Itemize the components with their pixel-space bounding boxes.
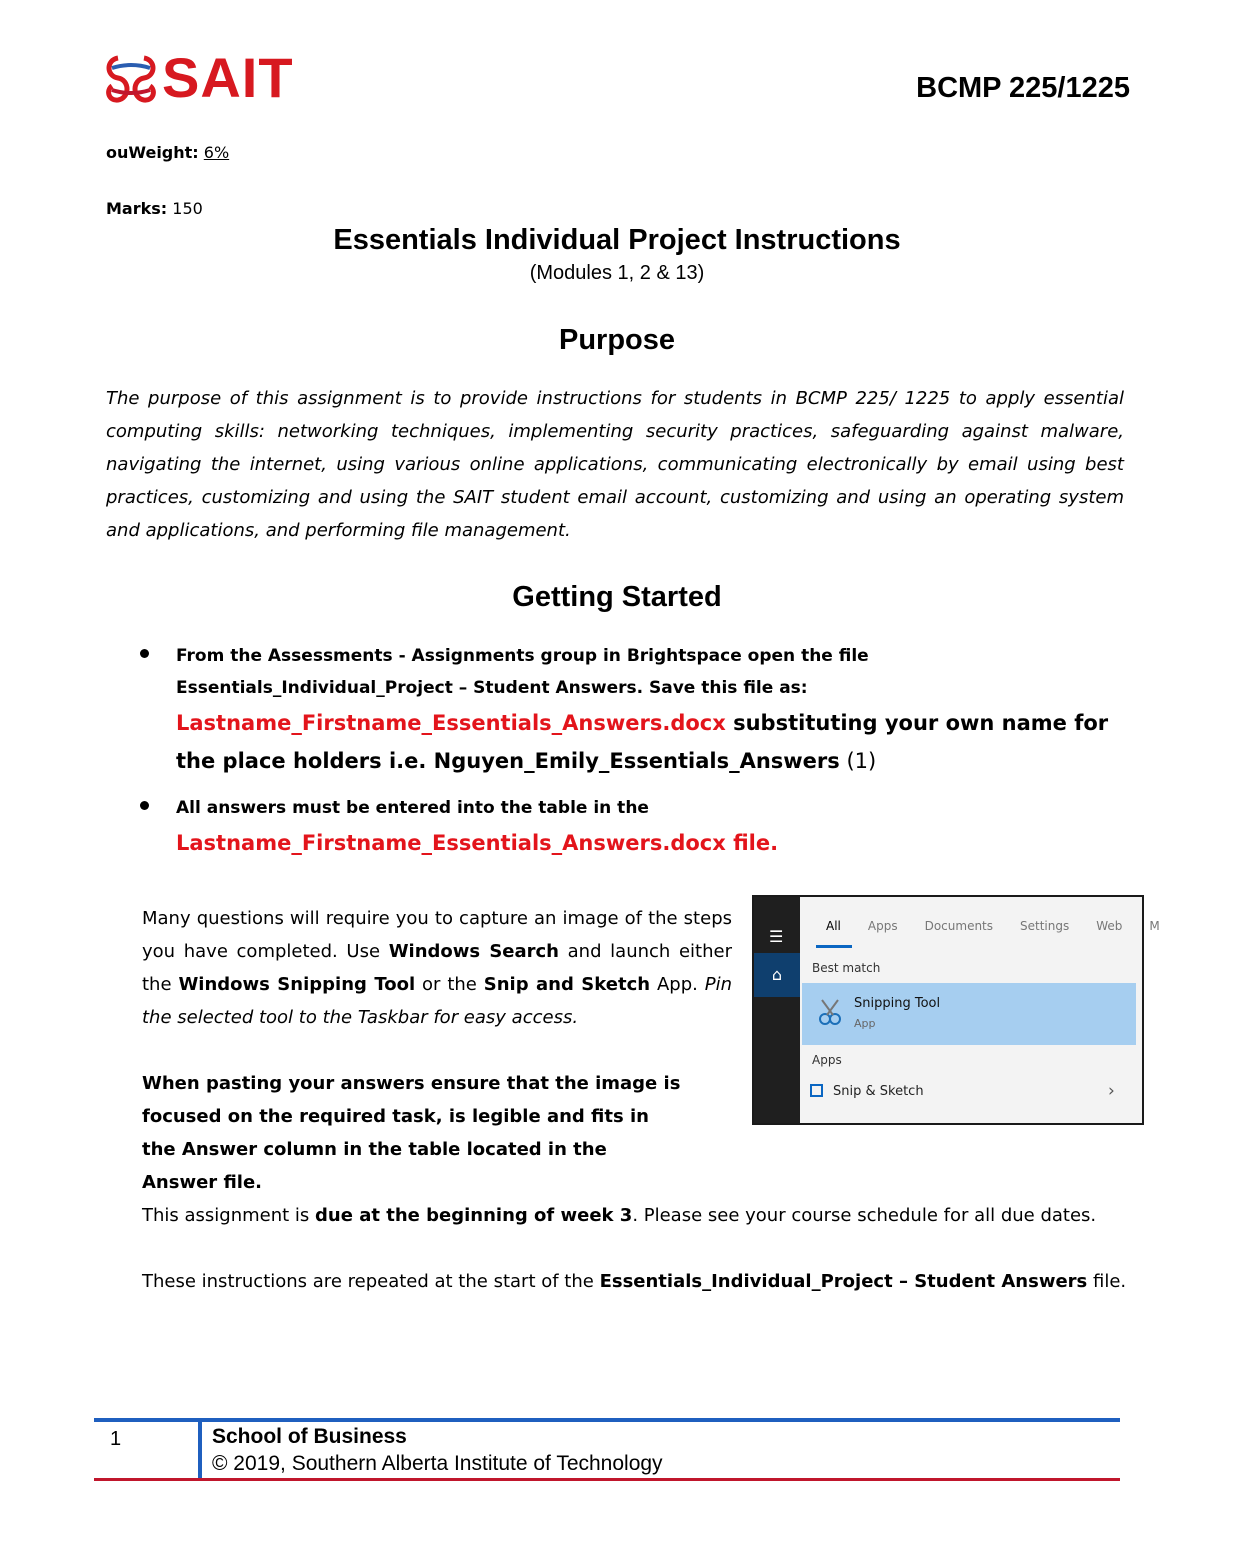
tab-documents: Documents xyxy=(924,919,994,933)
page-title: Essentials Individual Project Instructions xyxy=(333,224,901,256)
footer-school: School of Business xyxy=(212,1425,407,1448)
weight-line xyxy=(106,143,229,162)
chevron-right-icon: › xyxy=(1108,1081,1115,1101)
repeat-paragraph: These instructions are repeated at the start of the Essentials_Individual_Project – Student Answers file. xyxy=(142,1271,1127,1292)
weight-value: 6% xyxy=(203,143,230,162)
bullet1-rest: substituting your own name for the place holders i.e. Nguyen_Emily_Essentials_Answers xyxy=(176,711,1109,773)
bullet-dot xyxy=(140,649,149,658)
bullet1-line2: Essentials_Individual_Project – Student Answers. Save this file as: xyxy=(176,678,808,698)
bullet-list xyxy=(140,640,1140,862)
best-match-name: Snipping Tool xyxy=(854,996,941,1011)
snip-sketch-icon xyxy=(810,1084,823,1097)
tab-apps: Apps xyxy=(867,919,898,933)
bullet1-marks: (1) xyxy=(839,749,877,773)
purpose-text: The purpose of this assignment is to provide instructions for students in BCMP 225/ 1225 to apply essential computing skills: networking techniques, implementing security practices, safeguarding against malware, navigating the internet, using various online applications, communicating electronically by email using best practices, customizing and using the SAIT student email account, customizing and using an operating system and applications, and performing file management. xyxy=(106,388,1124,541)
purpose-heading: Purpose xyxy=(558,324,676,356)
best-match-type: App xyxy=(854,1017,876,1030)
tab-more: M xyxy=(1149,919,1160,933)
app-item-label: Snip & Sketch xyxy=(833,1084,924,1099)
capture-paragraph: Many questions will require you to capture an image of the steps you have completed. Use Windows Search and launch either the Windows Snipping Tool or the Snip and Sketch App. Pin the selected tool to the Taskbar for easy access. xyxy=(142,908,732,1028)
windows-search-screenshot xyxy=(752,895,1160,1125)
filename-red: Lastname_Firstname_Essentials_Answers.docx xyxy=(176,711,726,735)
footer-copyright: © 2019, Southern Alberta Institute of Technology xyxy=(212,1452,663,1475)
bullet-dot xyxy=(140,801,149,810)
logo-text: SAIT xyxy=(162,46,294,109)
footer-divider xyxy=(198,1422,202,1478)
active-tab-underline xyxy=(816,945,852,948)
sait-logo xyxy=(104,48,294,108)
footer-top-rule xyxy=(94,1418,1120,1422)
search-tabs xyxy=(826,919,1187,933)
page-number: 1 xyxy=(110,1428,122,1450)
bullet-item-enter-answers xyxy=(140,792,1140,862)
tab-settings: Settings xyxy=(1020,919,1070,933)
marks-value: 150 xyxy=(172,199,203,218)
search-sidebar xyxy=(754,897,800,1123)
bullet2-filename: Lastname_Firstname_Essentials_Answers.docx file. xyxy=(176,831,779,855)
getting-started-heading: Getting Started xyxy=(512,581,722,613)
apps-label: Apps xyxy=(812,1053,842,1067)
pasting-paragraph: When pasting your answers ensure that the image is focused on the required task, is legible and fits in the Answer column in the table located in the Answer file. xyxy=(142,1073,681,1193)
marks-label: Marks: xyxy=(106,199,168,218)
scissors-icon xyxy=(816,997,844,1027)
hamburger-icon: ☰ xyxy=(769,927,784,946)
due-paragraph: This assignment is due at the beginning of week 3. Please see your course schedule for all due dates. xyxy=(142,1205,1097,1226)
best-match-result xyxy=(802,983,1136,1045)
app-item-snip-sketch xyxy=(810,1084,924,1099)
home-icon: ⌂ xyxy=(754,953,800,997)
course-code: BCMP 225/1225 xyxy=(916,72,1130,104)
weight-label: ouWeight: xyxy=(106,143,199,162)
marks-line xyxy=(106,199,203,218)
bullet2-line1: All answers must be entered into the table in the xyxy=(176,798,649,818)
sait-knot-icon xyxy=(104,50,158,106)
tab-web: Web xyxy=(1096,919,1123,933)
bullet1-line1: From the Assessments - Assignments group in Brightspace open the file xyxy=(176,646,869,666)
best-match-label: Best match xyxy=(812,961,881,975)
tab-all: All xyxy=(826,919,841,933)
footer-bottom-rule xyxy=(94,1478,1120,1481)
bullet1-save-as xyxy=(176,704,1140,780)
bullet-item-open-file xyxy=(140,640,1140,780)
page-subtitle: (Modules 1, 2 & 13) xyxy=(529,262,705,284)
